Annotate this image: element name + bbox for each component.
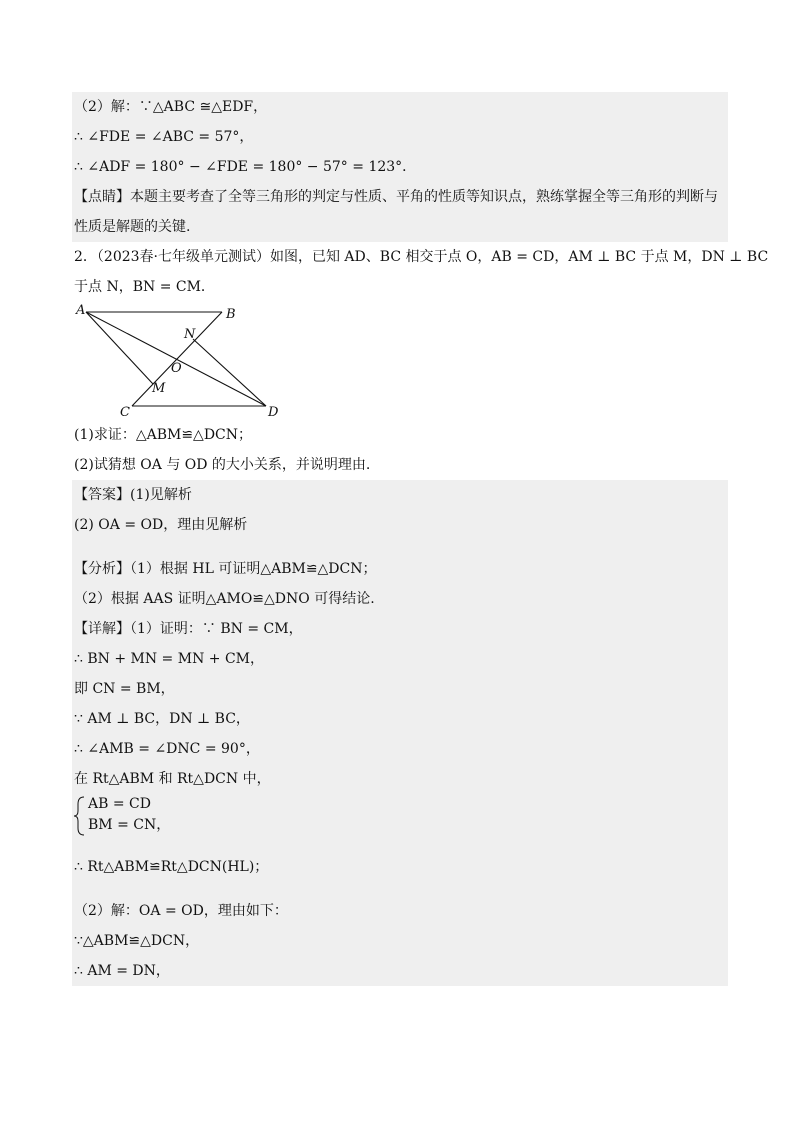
- analysis-line: 【分析】（1）根据 HL 可证明△ABM≌△DCN；: [74, 561, 377, 577]
- label-o: O: [171, 361, 182, 376]
- label-a: A: [76, 303, 86, 318]
- equation-system: [72, 794, 728, 838]
- analysis-line: （2）根据 AAS 证明△AMO≌△DNO 可得结论.: [74, 591, 375, 607]
- solution-block-previous: [72, 92, 728, 242]
- equation-line: AB = CD: [88, 796, 151, 812]
- segment-dn: [193, 339, 266, 406]
- brace-icon: [74, 796, 86, 836]
- answer-line: (2) OA = OD，理由见解析: [74, 517, 248, 533]
- geometry-diagram: [72, 302, 312, 420]
- detail-line: ∵△ABM≌△DCN，: [74, 933, 200, 949]
- detail-line: 【详解】（1）证明：∵ BN = CM，: [74, 621, 303, 637]
- text-line: ∴ ∠FDE = ∠ABC = 57°，: [74, 129, 254, 145]
- problem-statement: 于点 N，BN = CM．: [74, 279, 215, 295]
- segment-ad: [86, 312, 266, 406]
- detail-line: ∴ AM = DN，: [74, 963, 170, 979]
- detail-line: （2）解：OA = OD，理由如下：: [74, 903, 288, 919]
- problem-block: [72, 242, 769, 480]
- text-line: ∴ ∠ADF = 180° − ∠FDE = 180° − 57° = 123°．: [74, 159, 417, 175]
- key-point-line: 【点睛】本题主要考查了全等三角形的判定与性质、平角的性质等知识点，熟练掌握全等三角形的判断与: [74, 189, 718, 205]
- detail-line: 在 Rt△ABM 和 Rt△DCN 中，: [74, 771, 271, 787]
- key-point-line: 性质是解题的关键.: [74, 219, 191, 235]
- question-1: (1)求证：△ABM≌△DCN；: [74, 427, 253, 443]
- question-2: (2)试猜想 OA 与 OD 的大小关系，并说明理由.: [74, 457, 371, 473]
- answer-line: 【答案】(1)见解析: [74, 487, 192, 503]
- segment-am: [86, 312, 153, 384]
- equation-line: BM = CN，: [88, 817, 171, 833]
- geometry-figure: [72, 302, 728, 420]
- label-n: N: [184, 327, 196, 342]
- detail-line: ∵ AM ⊥ BC，DN ⊥ BC，: [74, 711, 250, 727]
- detail-line: 即 CN = BM，: [74, 681, 175, 697]
- label-c: C: [120, 405, 130, 420]
- detail-line: ∴ BN + MN = MN + CM，: [74, 651, 265, 667]
- segment-bc: [132, 312, 222, 406]
- detail-line: ∴ Rt△ABM≌Rt△DCN(HL)；: [74, 859, 269, 875]
- label-d: D: [268, 405, 279, 420]
- text-line: （2）解：∵△ABC ≅△EDF，: [74, 99, 268, 115]
- problem-statement: 2．（2023春·七年级单元测试）如图，已知 AD、BC 相交于点 O，AB = CD，AM ⊥ BC 于点 M，DN ⊥ BC: [74, 249, 769, 265]
- label-m: M: [152, 381, 166, 396]
- label-b: B: [226, 307, 236, 322]
- answer-block: [72, 480, 728, 986]
- document-page: [72, 92, 769, 986]
- detail-line: ∴ ∠AMB = ∠DNC = 90°，: [74, 741, 260, 757]
